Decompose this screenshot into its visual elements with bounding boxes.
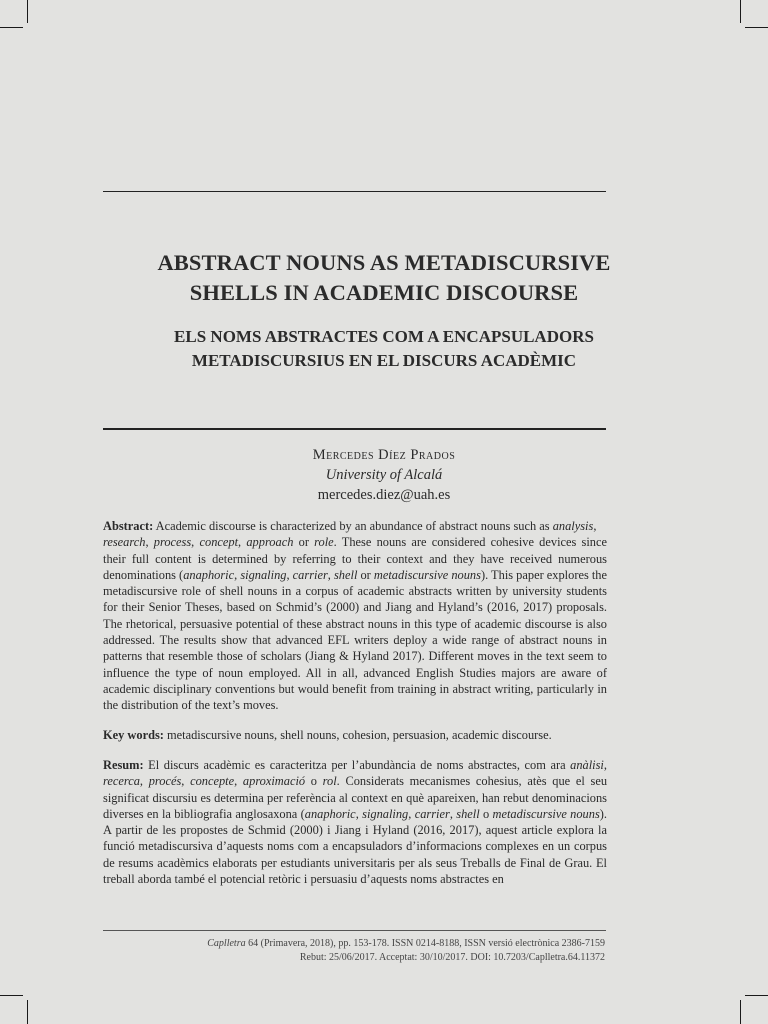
title-ca-line-2: METADISCURSIUS EN EL DISCURS ACADÈMIC [191,350,577,370]
resum-text: o [479,806,493,821]
crop-mark-top-right-v [740,0,741,23]
abstract-text: , [145,535,154,550]
abstract-emph: role [314,535,334,550]
resum-text: , [234,774,243,789]
article-title-en [100,248,668,308]
footer-rule [103,930,606,931]
title-ca-line-1: ELS NOMS ABSTRACTES COM A ENCAPSULADORS [174,327,594,346]
resum-emph: concepte [190,774,235,789]
abstract-text: , [191,535,200,550]
abstract-text: , [234,567,241,582]
abstract-emph: signaling [240,567,287,582]
abstract-text: , [593,519,597,533]
footer-line-1-text: 64 (Primavera, 2018), pp. 153-178. ISSN 0214-8188, ISSN versió electrònica 2386-7159 [245,938,605,949]
abstract-emph: approach [246,535,294,550]
abstract-emph: shell [333,567,358,582]
resum-text: , [181,774,191,789]
author-email[interactable]: mercedes.diez@uah.es [317,487,451,503]
resum-emph: procés [148,774,182,789]
resum-paragraph [103,757,607,887]
resum-emph: anaphoric [304,806,356,821]
resum-emph: rol [322,774,337,789]
abstract-text: . These nouns are considered cohesive devices since their full content is determined by referring to their context and they have received numerous denominations ( [103,535,608,582]
crop-mark-top-left-v [27,0,28,23]
top-rule [103,191,606,192]
resum-text: , [449,806,457,821]
abstract-text: ). This paper explores the metadiscursive role of shell nouns in a corpus of academic abstracts written by university students for their Senior Theses, based on Schmid’s (2000) and Jiang and Hyland’s (2016, 2017) proposals. The rhetorical, persuasive potential of these abstract nouns in this type of academic discourse is also addressed. The results show that advanced EFL writers deploy a wide range of abstract nouns in patterns that resemble those of scholars (Jiang & Hyland 2017). Different moves in the text seem to influence the type of noun employed. All in all, advanced English Studies majors are aware of academic disciplinary conventions but would benefit from training in abstract writing, particularly in the distribution of the text’s moves. [103,567,608,713]
abstract-emph: analysis [552,519,594,533]
abstract-paragraph [103,518,607,714]
abstract-text: , [286,567,293,582]
abstract-emph: carrier [292,567,328,582]
abstract-emph: concept [199,535,239,550]
footer-line-1 [150,937,605,951]
title-en-line-2: SHELLS IN ACADEMIC DISCOURSE [189,280,579,305]
crop-mark-bottom-left-v [27,1000,28,1024]
resum-text: ). A partir de les propostes de Schmid (2000) i Jiang i Hyland (2016, 2017), aquest article explora la funció metadiscursiva d’aquests noms com a encapsuladors d’informacions complexes en un corpus de resums acadèmics elaborats per estudiants universitaris per als seus Treballs de Final de Grau. El treball aborda també el potencial retòric i persuasiu d’aquests noms abstractes en [103,806,608,887]
keywords-text: metadiscursive nouns, shell nouns, cohesion, persuasion, academic discourse. [163,728,552,742]
resum-emph: carrier [414,806,450,821]
abstract-text: or [357,567,374,582]
abstract-text: , [238,535,247,550]
abstract-text: Academic discourse is characterized by an abundance of abstract nouns such as [153,519,553,533]
abstract-emph: process [153,535,192,550]
resum-emph: anàlisi [570,758,604,772]
crop-mark-top-right-h [745,27,768,28]
title-rule [103,428,606,430]
abstract-text: or [293,535,315,550]
crop-mark-bottom-right-v [740,1000,741,1024]
resum-emph: signaling [362,806,409,821]
author-affiliation: University of Alcalá [325,467,443,483]
resum-emph: metadiscursive nouns [492,806,600,821]
keywords-paragraph [103,727,607,743]
resum-emph: shell [456,806,480,821]
abstract-label: Abstract: [103,519,154,533]
abstract-emph: metadiscursive nouns [373,567,481,582]
crop-mark-bottom-left-h [0,995,23,996]
resum-text: , [139,774,149,789]
keywords-label: Key words: [103,728,164,742]
crop-mark-bottom-right-h [745,995,768,996]
resum-text: , [355,806,363,821]
resum-text: . Considerats mecanismes cohesius, atès que el seu significat discursiu es determina per referència al context en què apareixen, han rebut denominacions diverses en la bibliografia anglosaxona ( [103,774,608,821]
footer-citation [150,937,605,965]
author-block [100,445,668,505]
resum-text: , [603,758,607,772]
resum-text: El discurs acadèmic es caracteritza per l’abundància de noms abstractes, com ara [143,758,571,772]
resum-emph: aproximació [242,774,306,789]
abstract-emph: research [103,535,146,550]
article-title-ca [100,325,668,372]
author-name: Mercedes Díez Prados [312,447,456,463]
abstract-text: , [327,567,334,582]
crop-mark-top-left-h [0,27,23,28]
resum-label: Resum: [103,758,144,772]
title-en-line-1: ABSTRACT NOUNS AS METADISCURSIVE [157,250,611,275]
resum-text: , [408,806,415,821]
journal-name: Caplletra [207,938,246,949]
resum-text: o [305,774,323,789]
resum-emph: recerca [103,774,140,789]
footer-line-2: Rebut: 25/06/2017. Acceptat: 30/10/2017. DOI: 10.7203/Caplletra.64.11372 [299,952,605,963]
abstract-emph: anaphoric [183,567,235,582]
